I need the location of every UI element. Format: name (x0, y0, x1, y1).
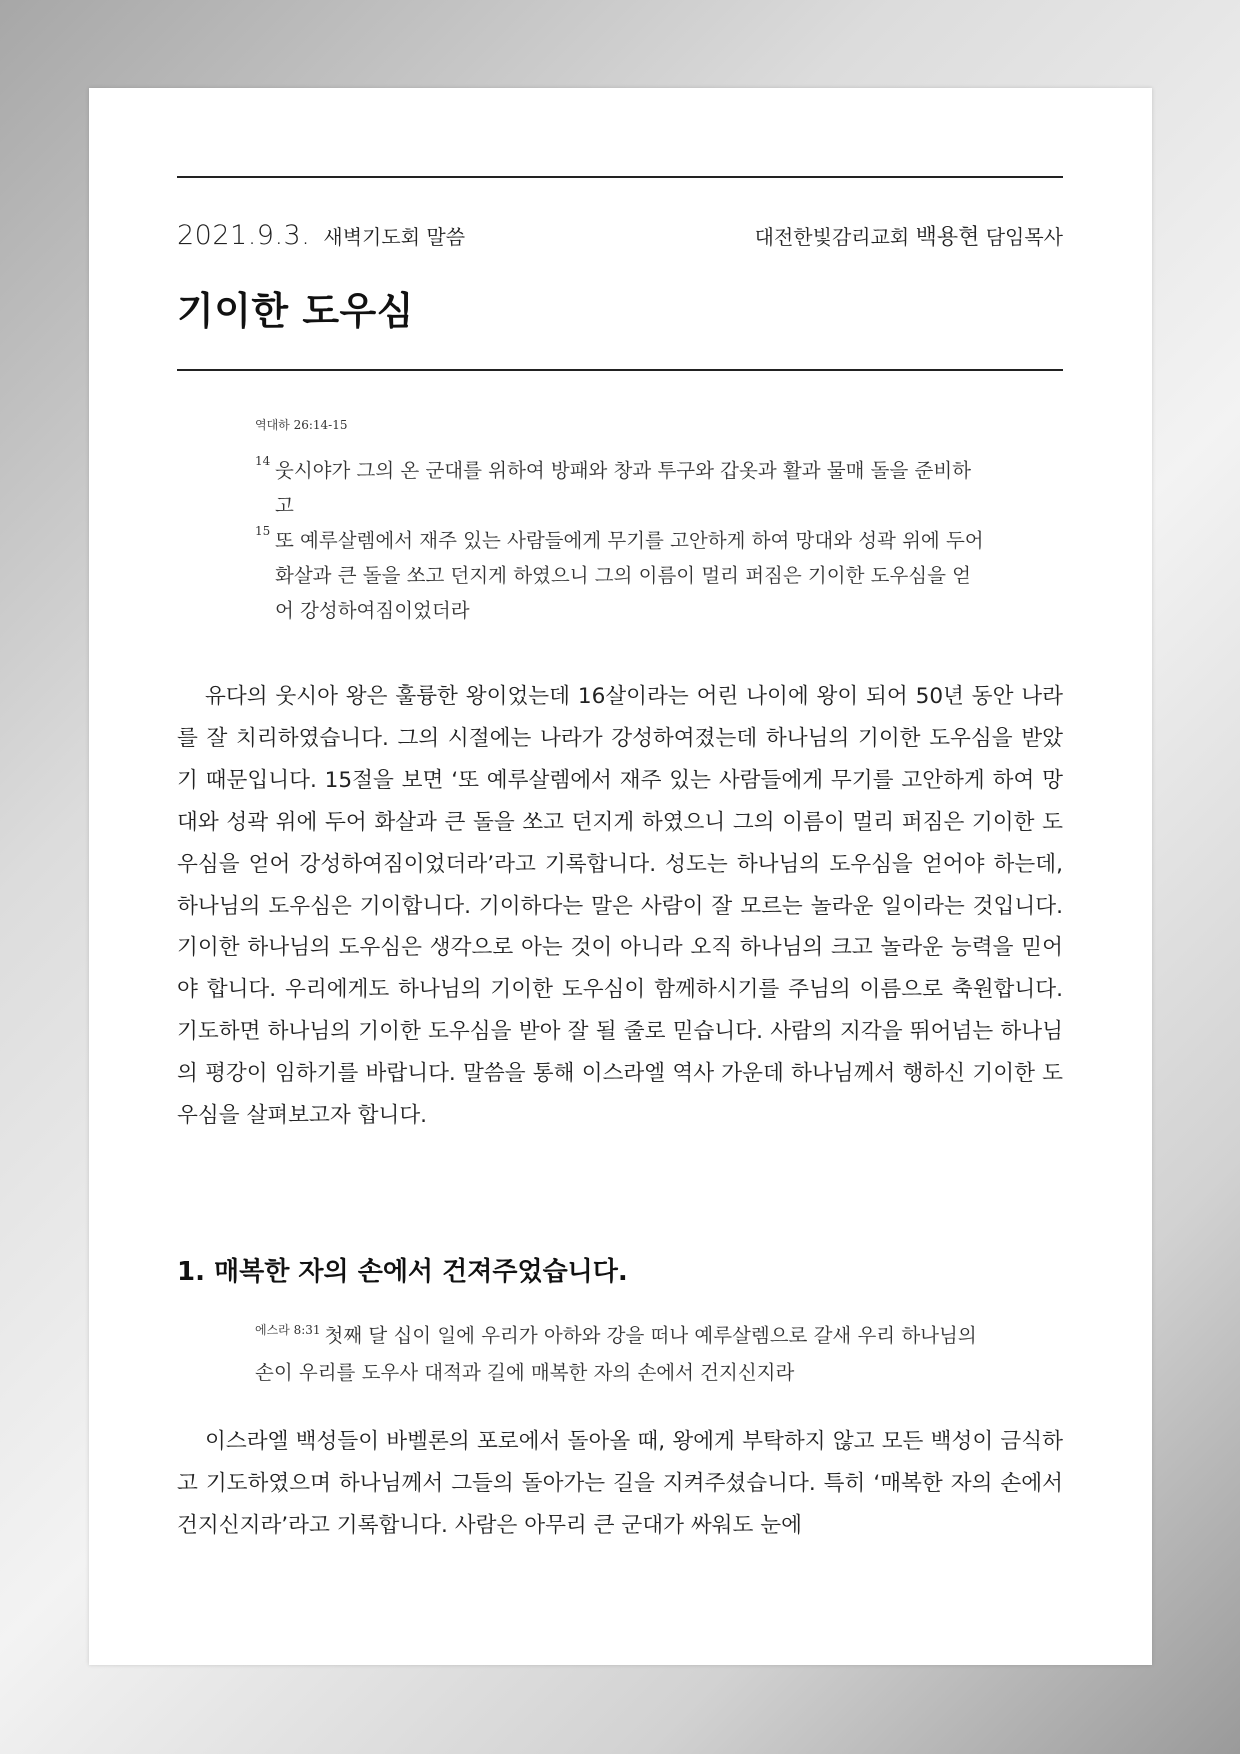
scripture-passage (255, 416, 985, 628)
section-heading: 1. 매복한 자의 손에서 건져주었습니다. (177, 1257, 628, 1287)
sermon-meta (177, 220, 1063, 251)
sermon-date: 2021.9.3. (177, 220, 311, 251)
scripture-verse (255, 453, 985, 523)
pastor-name: 백용현 (915, 225, 980, 250)
body-paragraph: 유다의 웃시아 왕은 훌륭한 왕이었는데 16살이라는 어린 나이에 왕이 되어 50년 동안 나라를 잘 치리하였습니다. 그의 시절에는 나라가 강성하여졌는데 하나님의 기이한 도우심을 받았기 때문입니다. 15절을 보면 ‘또 예루살렘에서 재주 있는 사람들에게 무기를 고안하게 하여 망대와 성곽 위에 두어 화살과 큰 돌을 쏘고 던지게 하였으니 그의 이름이 멀리 퍼짐은 기이한 도우심을 얻어 강성하여짐이었더라’라고 기록합니다. 성도는 하나님의 도우심을 얻어야 하는데, 하나님의 도우심은 기이합니다. 기이하다는 말은 사람이 잘 모르는 놀라운 일이라는 것입니다. 기이한 하나님의 도우심은 생각으로 아는 것이 아니라 오직 하나님의 크고 놀라운 능력을 믿어야 합니다. 우리에게도 하나님의 기이한 도우심이 함께하시기를 주님의 이름으로 축원합니다. 기도하면 하나님의 기이한 도우심을 받아 잘 될 줄로 믿습니다. 사람의 지각을 뛰어넘는 하나님의 평강이 임하기를 바랍니다. 말씀을 통해 이스라엘 역사 가운데 하나님께서 행하신 기이한 도우심을 살펴보고자 합니다. (177, 684, 1063, 1129)
pastor-title: 담임목사 (985, 225, 1063, 249)
header-top-rule (177, 176, 1063, 178)
header-bottom-rule (177, 369, 1063, 371)
sermon-date-occasion (177, 220, 465, 251)
document-page (89, 88, 1152, 1665)
verse-number: 15 (255, 524, 271, 538)
sermon-title: 기이한 도우심 (177, 289, 414, 333)
section-scripture-text: 첫째 달 십이 일에 우리가 아하와 강을 떠나 예루살렘으로 갈새 우리 하나님의 손이 우리를 도우사 대적과 길에 매복한 자의 손에서 건지신지라 (255, 1324, 977, 1384)
body-paragraph: 이스라엘 백성들이 바벨론의 포로에서 돌아올 때, 왕에게 부탁하지 않고 모든 백성이 금식하고 기도하였으며 하나님께서 그들의 돌아가는 길을 지켜주셨습니다. 특히 ‘매복한 자의 손에서 건지신지라’라고 기록합니다. 사람은 아무리 큰 군대가 싸워도 눈에 (177, 1429, 1063, 1538)
verse-text: 또 예루살렘에서 재주 있는 사람들에게 무기를 고안하게 하여 망대와 성곽 위에 두어 화살과 큰 돌을 쏘고 던지게 하였으니 그의 이름이 멀리 퍼짐은 기이한 도우심을 얻어 강성하여짐이었더라 (275, 529, 984, 622)
verse-text: 웃시야가 그의 온 군대를 위하여 방패와 창과 투구와 갑옷과 활과 물매 돌을 준비하고 (275, 459, 972, 517)
scripture-reference: 역대하 26:14-15 (255, 418, 348, 432)
church-name: 대전한빛감리교회 (754, 225, 910, 249)
section-scripture (255, 1312, 985, 1391)
verse-number: 14 (255, 454, 271, 468)
section-scripture-reference: 에스라 8:31 (255, 1323, 321, 1337)
preacher-info (755, 220, 1063, 251)
scripture-verse (255, 523, 985, 628)
sermon-occasion: 새벽기도회 말씀 (323, 225, 466, 249)
